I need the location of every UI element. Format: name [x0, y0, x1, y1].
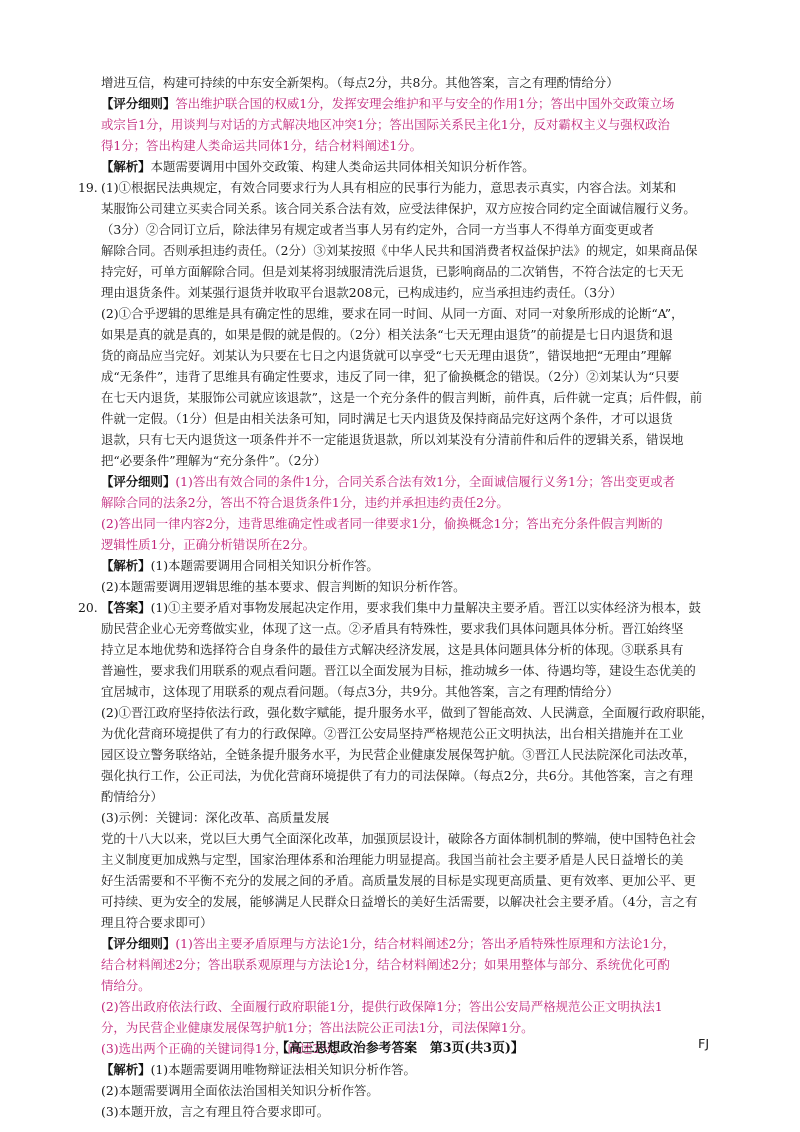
text-line [78, 93, 728, 114]
line-text: 解除合同。否则承担违约责任。（2分）③刘某按照《中华人民共和国消费者权益保护法》的规定，如果商品保 [101, 243, 698, 258]
text-line [78, 891, 728, 912]
text-line [78, 492, 728, 513]
text-line [78, 828, 728, 849]
section-tag: 【解析】 [101, 1062, 151, 1077]
text-line [78, 765, 728, 786]
line-text: 增进互信，构建可持续的中东安全新架构。（每点2分，共8分。其他答案，言之有理酌情给分） [101, 75, 619, 90]
section-tag: 【评分细则】 [101, 474, 176, 489]
line-text: 励民营企业心无旁骛做实业，体现了这一点。②矛盾具有特殊性，要求我们具体问题具体分析。晋江始终坚 [101, 621, 684, 636]
line-text: 理且符合要求即可） [101, 915, 213, 930]
text-line [78, 303, 728, 324]
line-text: 逻辑性质1分，正确分析错误所在2分。 [101, 537, 316, 552]
section-tag: 【解析】 [101, 558, 151, 573]
text-line [78, 639, 728, 660]
text-line [78, 975, 728, 996]
line-text: 主义制度更加成熟与定型，国家治理体系和治理能力明显提高。我国当前社会主要矛盾是人民日益增长的美 [101, 852, 684, 867]
line-text: 园区设立警务联络站，全链条提升服务水平，为民营企业健康发展保驾护航。③晋江人民法院深化司法改革， [101, 747, 696, 762]
line-text: 可持续、更为安全的发展，能够满足人民群众日益增长的美好生活需要，以解决社会主要矛盾。（4分，言之有 [101, 894, 698, 909]
line-text: (2)答出同一律内容2分，违背思维确定性或者同一律要求1分，偷换概念1分；答出充分条件假言判断的 [101, 516, 663, 531]
line-text: 如果是真的就是真的，如果是假的就是假的。（2分）相关法条“七天无理由退货”的前提是七日内退货和退 [101, 327, 673, 342]
line-text: 货的商品应当完好。刘某认为只要在七日之内退货就可以享受“七天无理由退货”，错误地把“无理由”理解 [101, 348, 672, 363]
line-text: (3)选出两个正确的关键词得1分，阐述3分。 [101, 1041, 345, 1056]
text-line [78, 702, 728, 723]
text-line [78, 660, 728, 681]
text-line [78, 807, 728, 828]
text-line [78, 849, 728, 870]
line-text: 件就一定假。（1分）但是由相关法条可知，同时满足七天内退货及保持商品完好这两个条件，才可以退货 [101, 411, 673, 426]
text-line [78, 240, 728, 261]
line-text: 分，为民营企业健康发展保驾护航1分；答出法院公正司法1分，司法保障1分。 [101, 1020, 534, 1035]
text-line [78, 219, 728, 240]
line-text: 情给分。 [101, 978, 151, 993]
text-line [78, 744, 728, 765]
page-footer: 【高三思想政治参考答案 第3页(共3页)】 [276, 1041, 524, 1056]
line-text: (1)①主要矛盾对事物发展起决定作用，要求我们集中力量解决主要矛盾。晋江以实体经济为根本，鼓 [150, 600, 701, 615]
line-text: 持完好，可单方面解除合同。但是刘某将羽绒服清洗后退货，已影响商品的二次销售，不符合法定的七天无 [101, 264, 684, 279]
line-text: 普遍性，要求我们用联系的观点看问题。晋江以全面发展为目标，推动城乡一体、待遇均等，建设生态优美的 [101, 663, 696, 678]
line-text: 解除合同的法条2分，答出不符合退货条件1分，违约并承担违约责任2分。 [101, 495, 509, 510]
line-text: (1)①根据民法典规定，有效合同要求行为人具有相应的民事行为能力，意思表示真实，内容合法。刘某和 [101, 180, 677, 195]
section-tag: 【评分细则】 [101, 96, 176, 111]
line-text: 在七天内退货，某服饰公司就应该退款”，这是一个充分条件的假言判断，前件真，后件就一定真；后件假，前 [101, 390, 703, 405]
text-line [78, 954, 728, 975]
line-text: 本题需要调用中国外交政策、构建人类命运共同体相关知识分析作答。 [150, 159, 535, 174]
text-line [78, 576, 728, 597]
text-line [78, 72, 728, 93]
text-line [78, 114, 728, 135]
line-text: (2)本题需要调用全面依法治国相关知识分析作答。 [101, 1083, 379, 1098]
line-text: (1)本题需要调用合同相关知识分析作答。 [150, 558, 379, 573]
text-line [78, 345, 728, 366]
line-text: 把“必要条件”理解为“充分条件”。（2分） [101, 453, 327, 468]
text-line [78, 1059, 728, 1080]
text-line [78, 786, 728, 807]
section-tag: 【答案】 [101, 600, 151, 615]
section-tag: 【评分细则】 [101, 936, 176, 951]
text-line [78, 366, 728, 387]
line-text: (1)答出有效合同的条件1分，合同关系合法有效1分，全面诚信履行义务1分；答出变更或者 [175, 474, 675, 489]
line-text: 成“无条件”，违背了思维具有确定性要求，违反了同一律，犯了偷换概念的错误。（2分）②刘某认为“只要 [101, 369, 680, 384]
line-text: 党的十八大以来，党以巨大勇气全面深化改革，加强顶层设计，破除各方面体制机制的弊端，使中国特色社会 [101, 831, 696, 846]
text-line [78, 513, 728, 534]
text-line [78, 471, 728, 492]
line-text: (3)本题开放，言之有理且符合要求即可。 [101, 1104, 330, 1119]
text-line [78, 723, 728, 744]
line-text: (1)答出主要矛盾原理与方法论1分，结合材料阐述2分；答出矛盾特殊性原理和方法论1分， [175, 936, 675, 951]
section-tag: 【解析】 [101, 159, 151, 174]
line-text: (1)本题需要调用唯物辩证法相关知识分析作答。 [150, 1062, 416, 1077]
text-line [78, 198, 728, 219]
text-line [78, 324, 728, 345]
line-text: 得1分；答出构建人类命运共同体1分，结合材料阐述1分。 [101, 138, 423, 153]
text-line [78, 1017, 728, 1038]
text-line [78, 1080, 728, 1101]
text-line [78, 996, 728, 1017]
text-line [78, 282, 728, 303]
text-line [78, 681, 728, 702]
text-line [78, 177, 728, 198]
text-line [78, 870, 728, 891]
text-line [78, 156, 728, 177]
text-line [78, 597, 728, 618]
text-line [78, 387, 728, 408]
line-text: (2)①合乎逻辑的思维是具有确定性的思维，要求在同一时间、从同一方面、对同一对象所形成的论断“A”， [101, 306, 684, 321]
text-line [78, 408, 728, 429]
line-text: (2)答出政府依法行政、全面履行政府职能1分，提供行政保障1分；答出公安局严格规范公正文明执法1 [101, 999, 663, 1014]
line-text: 持立足本地优势和选择符合自身条件的最佳方式解决经济发展，这是具体问题具体分析的体现。③联系具有 [101, 642, 684, 657]
text-line [78, 555, 728, 576]
line-text: (3)示例：关键词：深化改革、高质量发展 [101, 810, 330, 825]
line-text: 强化执行工作，公正司法，为优化营商环境提供了有力的司法保障。（每点2分，共6分。其他答案，言之有理 [101, 768, 693, 783]
text-line [78, 912, 728, 933]
question-number: 19. [78, 180, 98, 195]
region-code: FJ [698, 1037, 710, 1052]
text-line [78, 1101, 728, 1122]
answer-content [78, 72, 728, 1122]
line-text: 酌情给分） [101, 789, 163, 804]
line-text: 退款，只有七天内退货这一项条件并不一定能退货退款，所以刘某没有分清前件和后件的逻辑关系，错误地 [101, 432, 684, 447]
line-text: 为优化营商环境提供了有力的行政保障。②晋江公安局坚持严格规范公正文明执法，出台相关措施并在工业 [101, 726, 684, 741]
line-text: 答出维护联合国的权威1分，发挥安理会维护和平与安全的作用1分；答出中国外交政策立场 [175, 96, 675, 111]
text-line [78, 618, 728, 639]
text-line [78, 135, 728, 156]
text-line [78, 534, 728, 555]
text-line [78, 450, 728, 471]
line-text: (2)本题需要调用逻辑思维的基本要求、假言判断的知识分析作答。 [101, 579, 466, 594]
line-text: (2)①晋江政府坚持依法行政，强化数字赋能，提升服务水平，做到了智能高效、人民满意，全面履行政府职能， [101, 705, 714, 720]
line-text: 理由退货条件。刘某强行退货并收取平台退款208元，已构成违约，应当承担违约责任。（3分） [101, 285, 622, 300]
question-number: 20. [78, 600, 98, 615]
line-text: 某服饰公司建立买卖合同关系。该合同关系合法有效，应受法律保护，双方应按合同约定全面诚信履行义务。 [101, 201, 696, 216]
text-line [78, 261, 728, 282]
line-text: 结合材料阐述2分；答出联系观原理与方法论1分，结合材料阐述2分；如果用整体与部分、系统优化可酌 [101, 957, 670, 972]
line-text: （3分）②合同订立后，除法律另有规定或者当事人另有约定外，合同一方当事人不得单方面变更或者 [101, 222, 655, 237]
line-text: 或宗旨1分，用谈判与对话的方式解决地区冲突1分；答出国际关系民主化1分，反对霸权主义与强权政治 [101, 117, 670, 132]
line-text: 宜居城市，这体现了用联系的观点看问题。（每点3分，共9分。其他答案，言之有理酌情给分） [101, 684, 619, 699]
line-text: 好生活需要和不平衡不充分的发展之间的矛盾。高质量发展的目标是实现更高质量、更有效率、更加公平、更 [101, 873, 696, 888]
text-line [78, 429, 728, 450]
text-line [78, 933, 728, 954]
